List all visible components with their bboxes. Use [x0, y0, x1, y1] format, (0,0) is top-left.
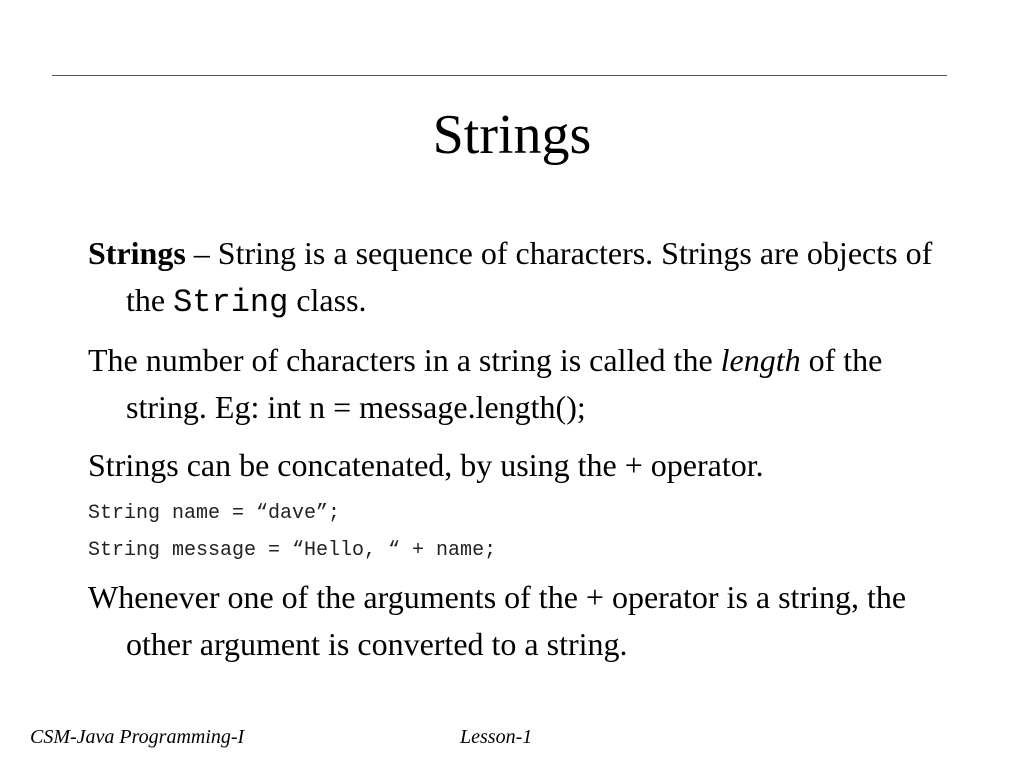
code-line-1: String name = “dave”;: [88, 502, 341, 525]
length-term: length: [720, 342, 801, 378]
bullet-concatenation: Strings can be concatenated, by using the + operator.: [88, 447, 764, 483]
bullet-string-length: [88, 337, 968, 431]
footer-course: CSM-Java Programming-I: [30, 726, 245, 748]
bullet-text-end: class.: [288, 282, 367, 318]
strings-term: Strings: [88, 235, 186, 271]
bullet-text: The number of characters in a string is called the: [88, 342, 721, 378]
bullet-text-end: of the string. Eg: int n = message.length();: [126, 342, 883, 425]
slide-body: [88, 230, 968, 679]
code-line-2: String message = “Hello, “ + name;: [88, 539, 497, 562]
string-class-code: String: [173, 284, 289, 321]
bullet-text: – String is a sequence of characters. Strings are objects of the: [126, 235, 933, 318]
footer-lesson: Lesson-1: [460, 726, 533, 748]
slide-title: Strings: [432, 104, 592, 166]
bullet-strings-definition: [88, 230, 968, 326]
top-rule: [52, 75, 947, 76]
bullet-conversion: Whenever one of the arguments of the + operator is a string, the other argument is converted to a string.: [88, 579, 907, 662]
